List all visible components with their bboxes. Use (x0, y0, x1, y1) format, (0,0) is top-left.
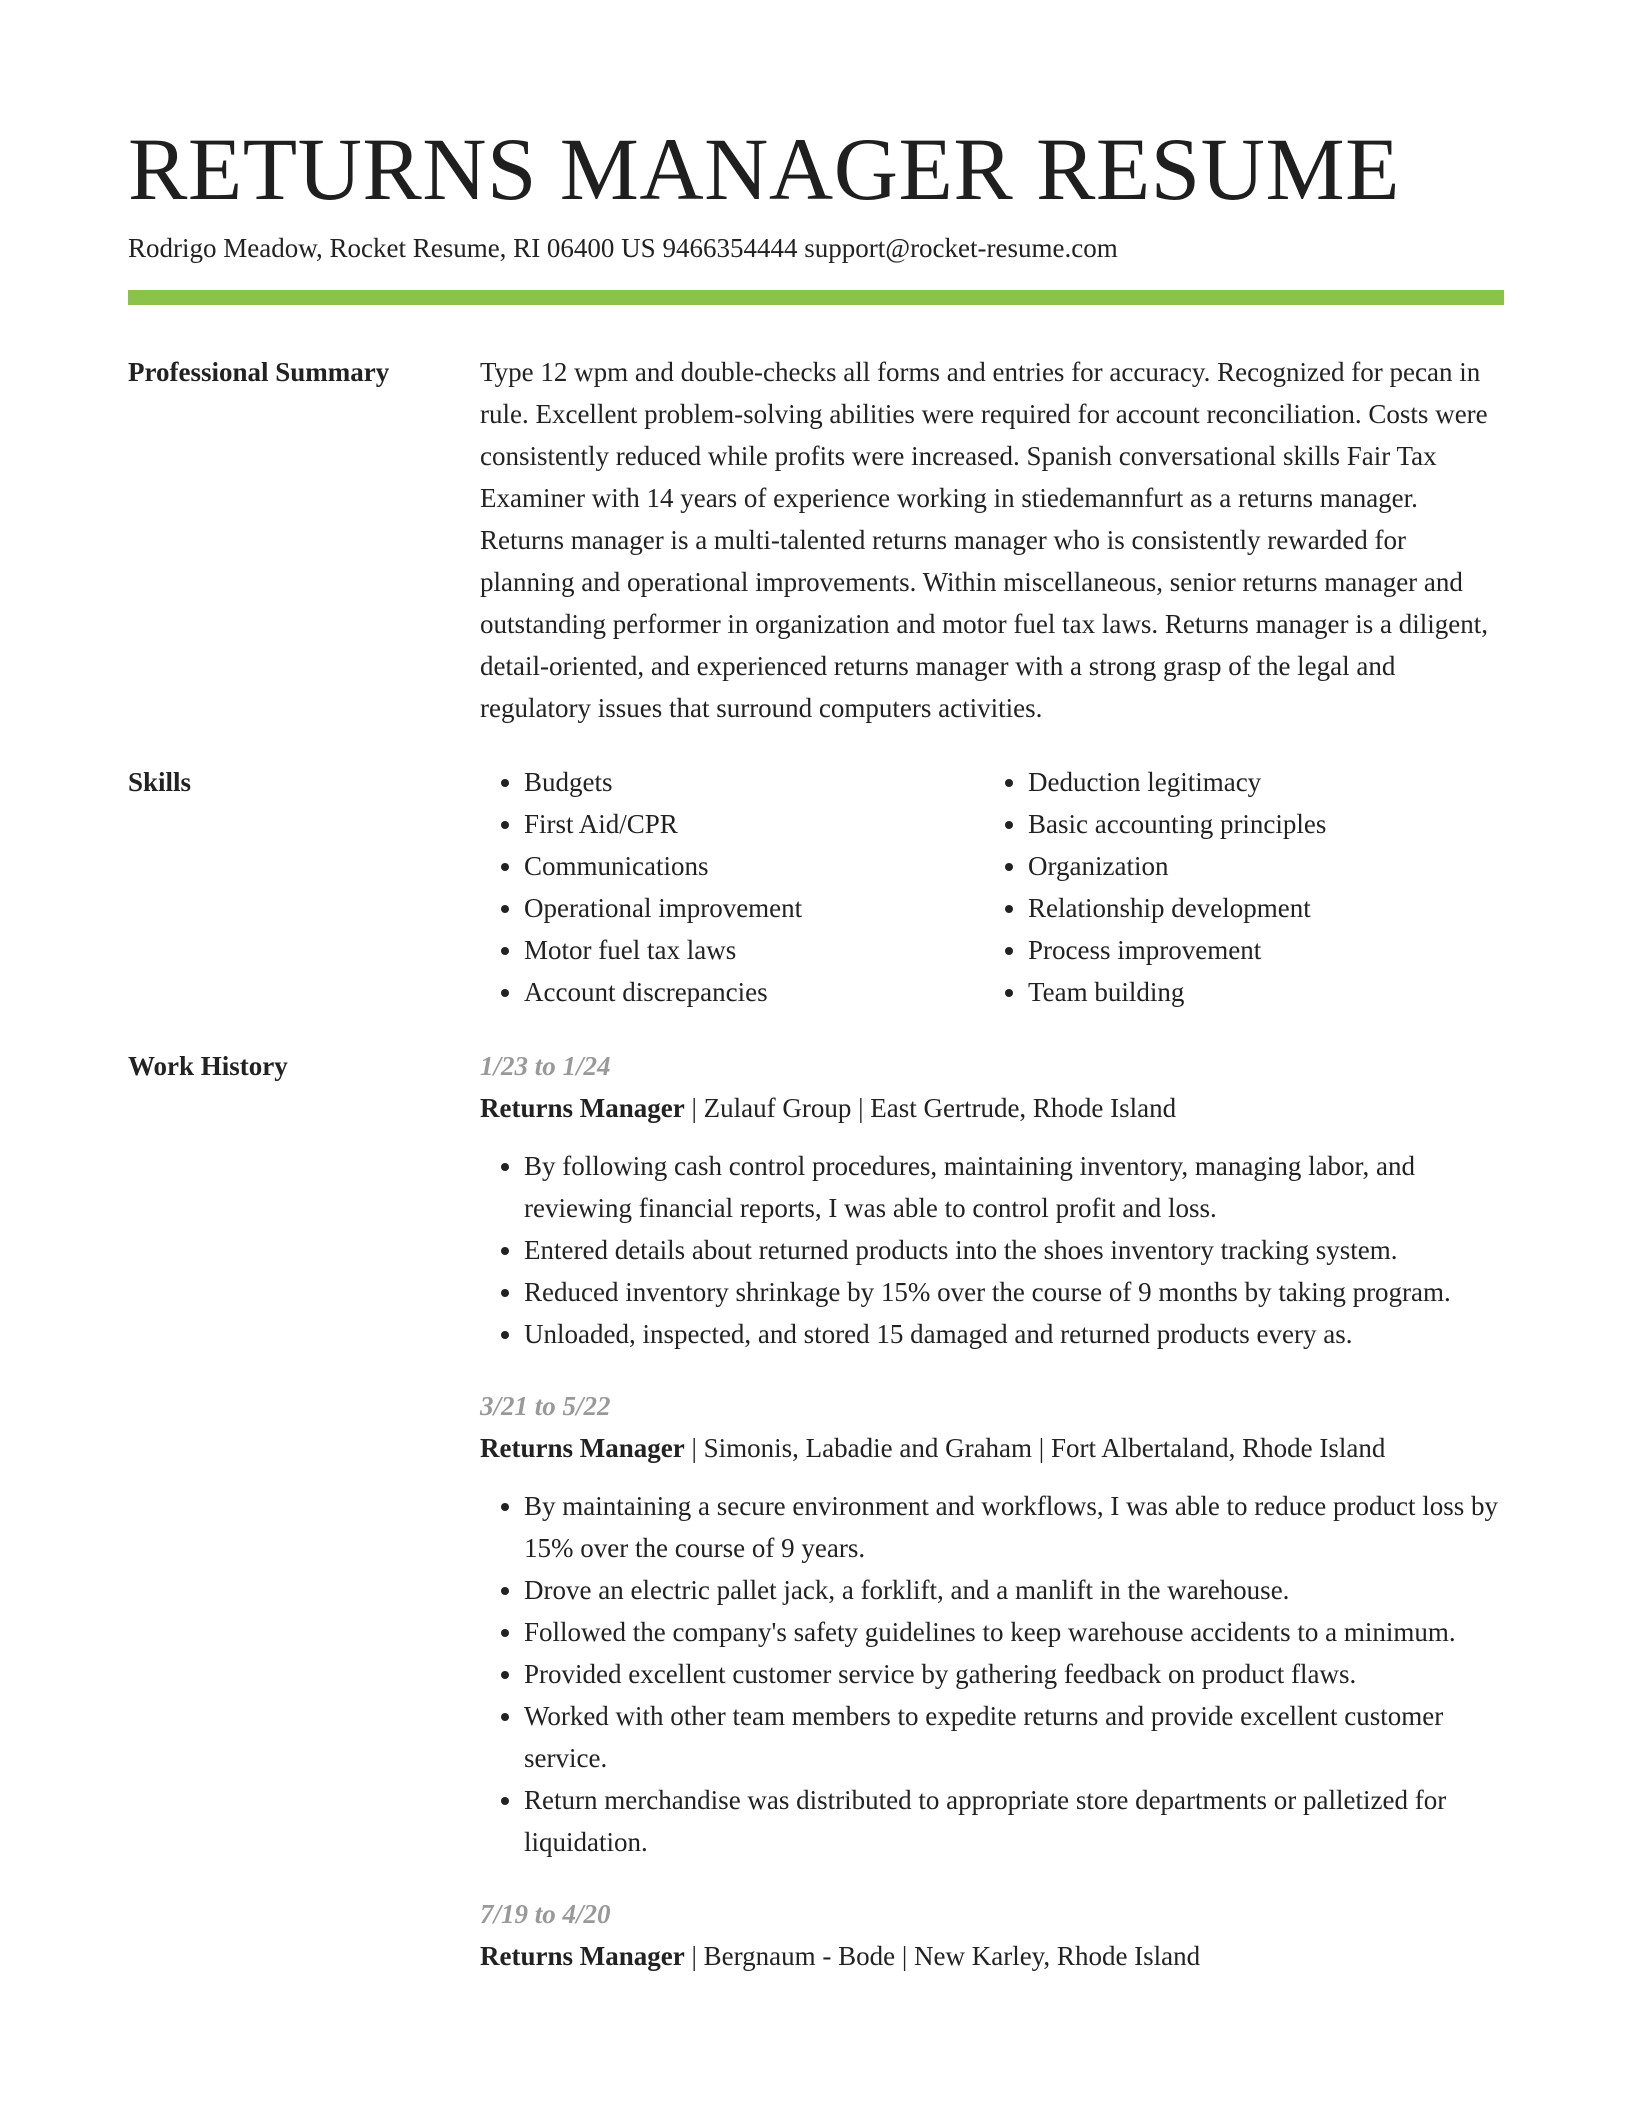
skills-list-right (984, 761, 1488, 1013)
job-title: Returns Manager (480, 1433, 685, 1463)
skill-item: • Communications (524, 845, 984, 887)
job-bullet: • By maintaining a secure environment and workflows, I was able to reduce product loss by 15% over the course of 9 years. (524, 1485, 1504, 1569)
skill-item: • Budgets (524, 761, 984, 803)
job-company-location: | Bergnaum - Bode | New Karley, Rhode Island (684, 1941, 1201, 1971)
skill-item: • First Aid/CPR (524, 803, 984, 845)
skill-item: • Motor fuel tax laws (524, 929, 984, 971)
job-bullets (480, 1485, 1504, 1863)
job-entry (480, 1045, 1504, 1355)
job-title: Returns Manager (480, 1093, 685, 1123)
job-heading (480, 1087, 1504, 1129)
skill-item: • Account discrepancies (524, 971, 984, 1013)
resume-title: RETURNS MANAGER RESUME (128, 121, 1400, 219)
skill-item: • Deduction legitimacy (1028, 761, 1488, 803)
job-dates: 7/19 to 4/20 (480, 1899, 611, 1929)
skill-item: • Basic accounting principles (1028, 803, 1488, 845)
job-bullet: • Worked with other team members to expedite returns and provide excellent customer service. (524, 1695, 1504, 1779)
job-bullet: • Drove an electric pallet jack, a forklift, and a manlift in the warehouse. (524, 1569, 1504, 1611)
skill-item: • Process improvement (1028, 929, 1488, 971)
contact-info: Rodrigo Meadow, Rocket Resume, RI 06400 US 9466354444 support@rocket-resume.com (128, 233, 1118, 263)
accent-divider (128, 290, 1504, 305)
job-bullet: • Provided excellent customer service by gathering feedback on product flaws. (524, 1653, 1504, 1695)
job-company-location: | Zulauf Group | East Gertrude, Rhode Island (684, 1093, 1177, 1123)
resume-page (128, 120, 1504, 1977)
job-entry (480, 1893, 1504, 1977)
section-heading-work-history: Work History (128, 1051, 288, 1081)
summary-text: Type 12 wpm and double-checks all forms and entries for accuracy. Recognized for pecan in rule. Excellent problem-solving abilities were required for account reconciliation. Costs were consistently reduced while profits were increased. Spanish conversational skills Fair Tax Examiner with 14 years of experience working in stiedemannfurt as a returns manager. Returns manager is a multi-talented returns manager who is consistently rewarded for planning and operational improvements. Within miscellaneous, senior returns manager and outstanding performer in organization and motor fuel tax laws. Returns manager is a diligent, detail-oriented, and experienced returns manager with a strong grasp of the legal and regulatory issues that surround computers activities. (480, 357, 1488, 723)
skill-item: • Operational improvement (524, 887, 984, 929)
job-bullet: • Entered details about returned products into the shoes inventory tracking system. (524, 1229, 1504, 1271)
skills-list-left (480, 761, 984, 1013)
professional-summary-section (128, 351, 1504, 729)
job-company-location: | Simonis, Labadie and Graham | Fort Albertaland, Rhode Island (684, 1433, 1386, 1463)
skills-section (128, 761, 1504, 1013)
work-history-section (128, 1045, 1504, 1977)
job-bullet: • Followed the company's safety guidelines to keep warehouse accidents to a minimum. (524, 1611, 1504, 1653)
job-heading (480, 1935, 1504, 1977)
job-dates: 1/23 to 1/24 (480, 1051, 611, 1081)
section-heading-skills: Skills (128, 767, 192, 797)
section-heading-summary: Professional Summary (128, 357, 390, 387)
job-entry (480, 1385, 1504, 1863)
job-bullets (480, 1145, 1504, 1355)
job-heading (480, 1427, 1504, 1469)
job-bullet: • Return merchandise was distributed to appropriate store departments or palletized for liquidation. (524, 1779, 1504, 1863)
job-bullet: • Unloaded, inspected, and stored 15 damaged and returned products every as. (524, 1313, 1504, 1355)
skill-item: • Organization (1028, 845, 1488, 887)
job-bullet: • Reduced inventory shrinkage by 15% over the course of 9 months by taking program. (524, 1271, 1504, 1313)
job-dates: 3/21 to 5/22 (480, 1391, 611, 1421)
skill-item: • Relationship development (1028, 887, 1488, 929)
job-title: Returns Manager (480, 1941, 685, 1971)
job-bullet: • By following cash control procedures, maintaining inventory, managing labor, and reviewing financial reports, I was able to control profit and loss. (524, 1145, 1504, 1229)
skill-item: • Team building (1028, 971, 1488, 1013)
